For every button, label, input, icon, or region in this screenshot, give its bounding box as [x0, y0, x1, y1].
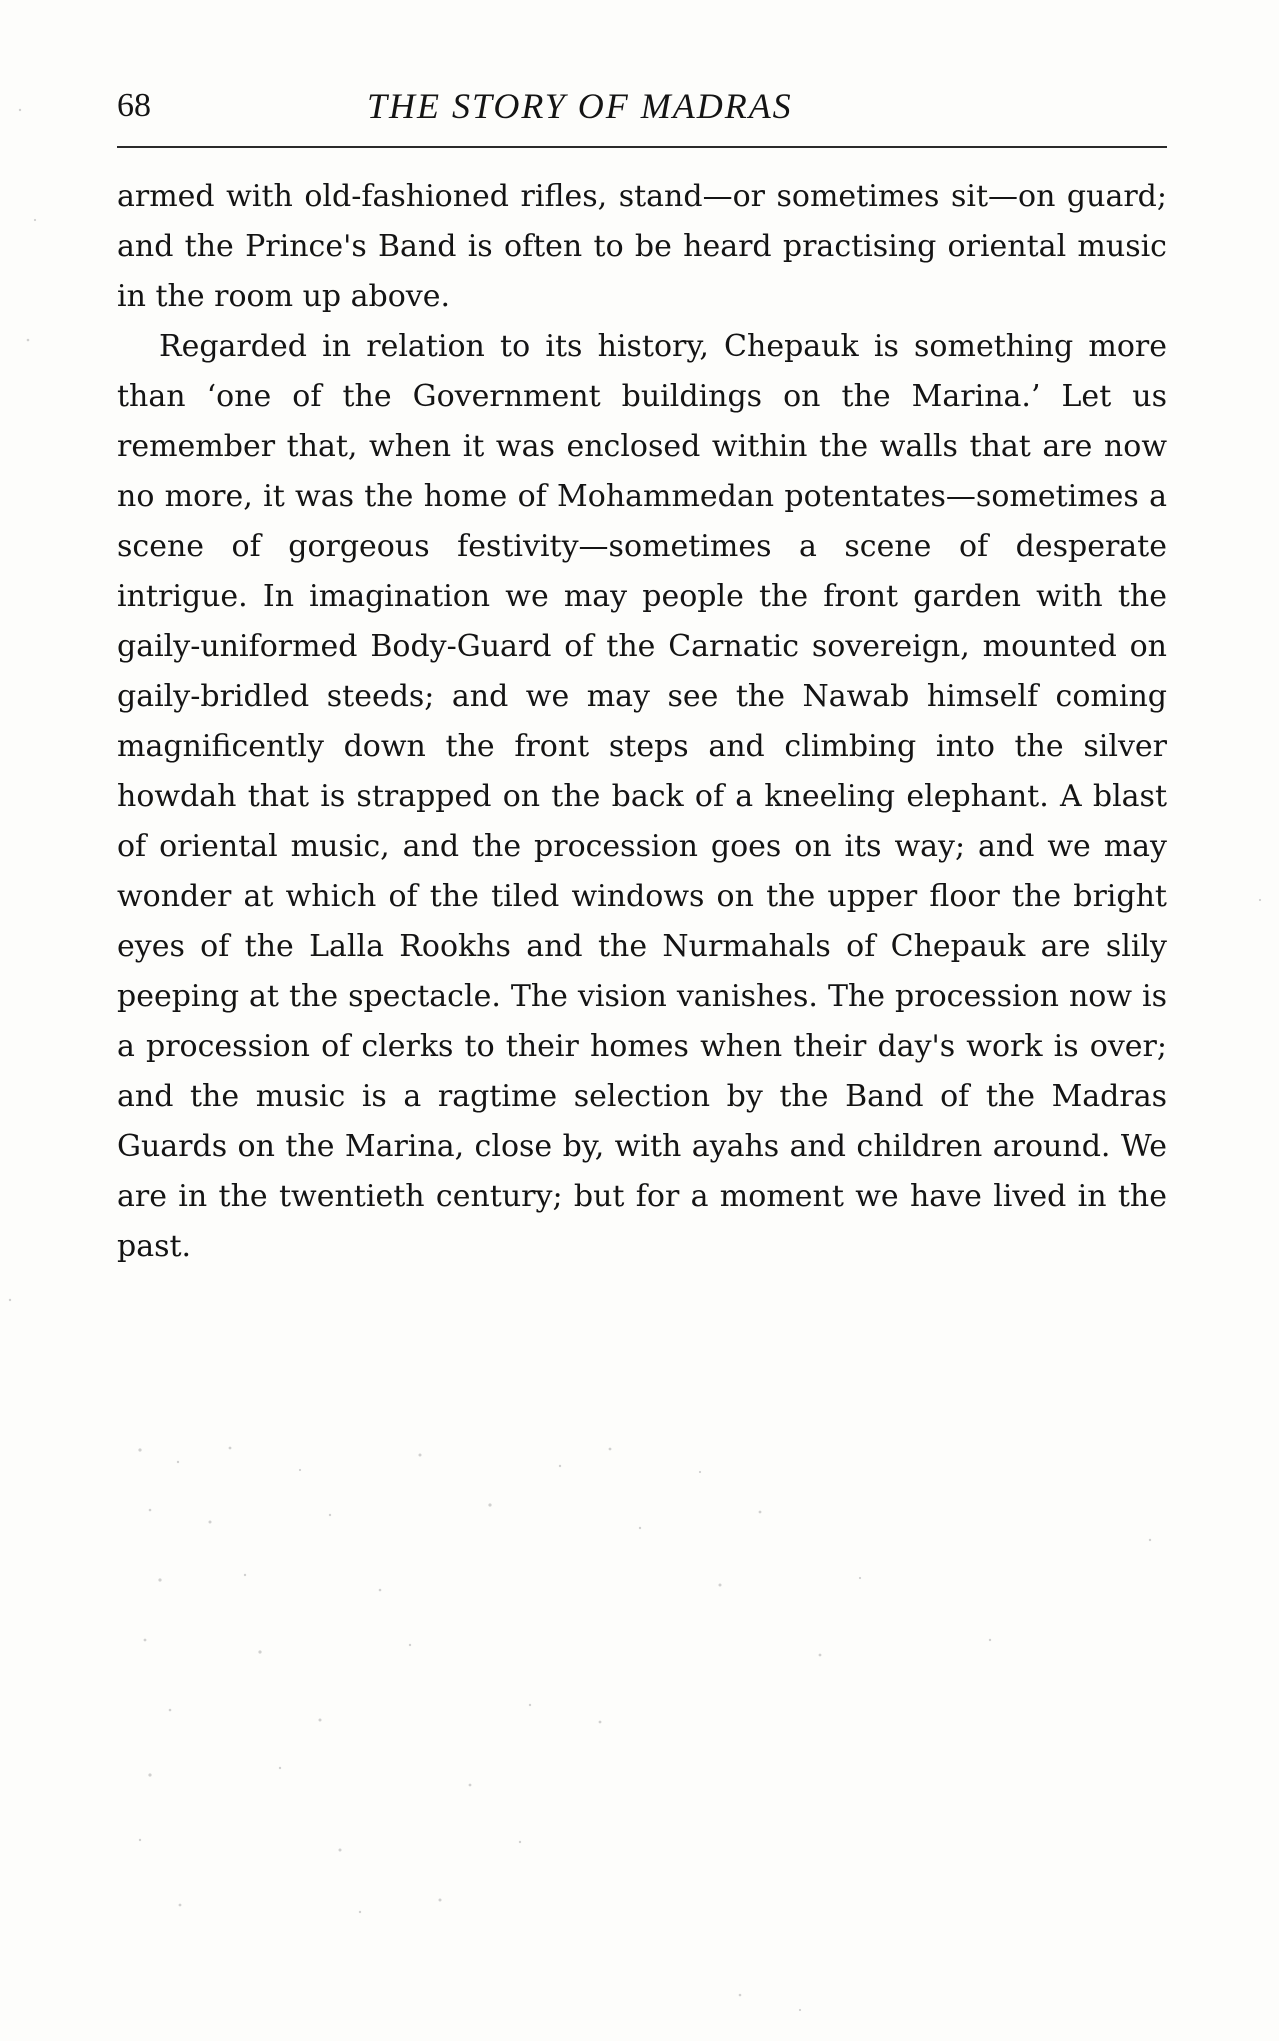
running-title: THE STORY OF MADRAS — [367, 86, 793, 126]
paragraph-continued: armed with old-fashioned rifles, stand—or sometimes sit—on guard; and the Prince's Band is often to be heard practising oriental music in the room up above. — [117, 179, 1167, 314]
paragraph-chepauk-history: Regarded in relation to its history, Chepauk is something more than ‘one of the Government buildings on the Marina.’ Let us remember that, when it was enclosed within the walls that are now no more, it was the home of Mohammedan potentates—sometimes a scene of gorgeous festivity—sometimes a scene of desperate intrigue. In imagination we may people the front garden with the gaily-uniformed Body-Guard of the Carnatic sovereign, mounted on gaily-bridled steeds; and we may see the Nawab himself coming magnificently down the front steps and climbing into the silver howdah that is strapped on the back of a kneeling elephant. A blast of oriental music, and the procession goes on its way; and we may wonder at which of the tiled windows on the upper floor the bright eyes of the Lalla Rookhs and the Nurmahals of Chepauk are slily peeping at the spectacle. The vision vanishes. The procession now is a procession of clerks to their homes when their day's work is over; and the music is a ragtime selection by the Band of the Madras Guards on the Marina, close by, with ayahs and children around. We are in the twentieth century; but for a moment we have lived in the past. — [117, 329, 1167, 1264]
body-text — [117, 172, 1167, 1272]
page-number: 68 — [117, 87, 151, 124]
header-rule — [117, 146, 1167, 148]
page-header — [117, 86, 1167, 136]
